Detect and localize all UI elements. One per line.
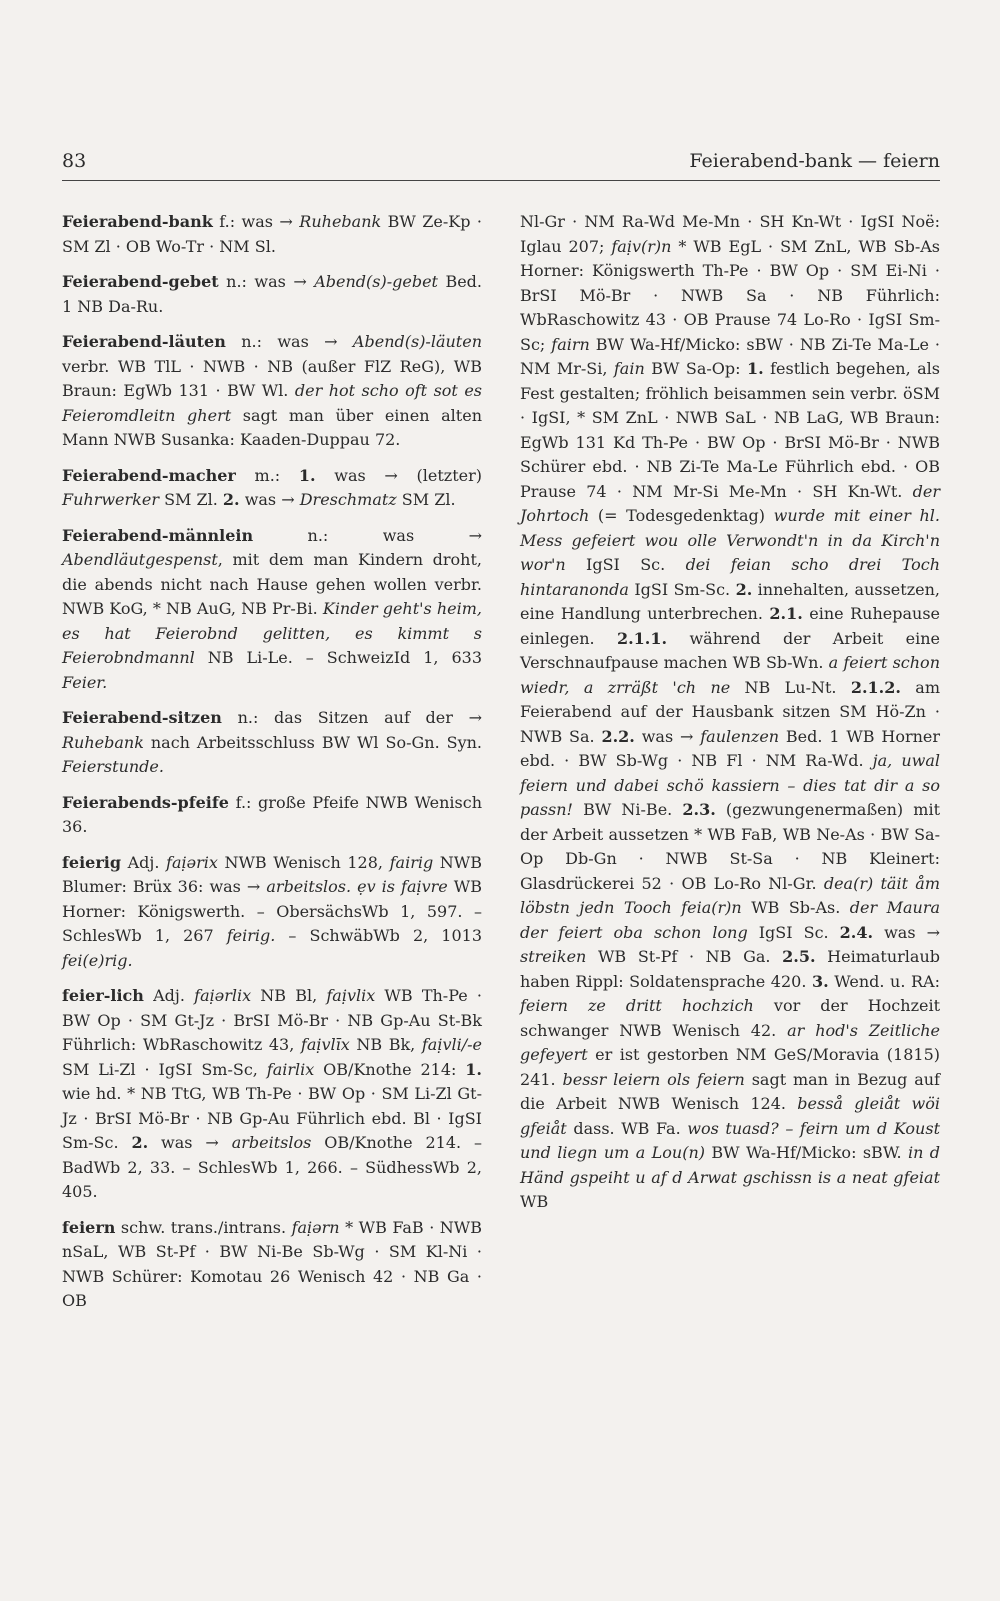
entry-lemma: Feierabend-läuten xyxy=(62,332,226,351)
entry-body: f.: was → Ruhebank BW Ze-Kp · SM Zl · OB Wo-Tr · NM Sl. xyxy=(62,212,482,256)
page-number: 83 xyxy=(62,150,87,172)
entry-body: schw. trans./intrans. faịərn * WB FaB · NWB nSaL, WB St-Pf · BW Ni-Be Sb-Wg · SM Kl-Ni · NWB Schürer: Komotau 26 Wenisch 42 · NB Ga · OB xyxy=(62,1217,482,1310)
entry-lemma: feierig xyxy=(62,852,122,872)
page-header xyxy=(62,150,940,181)
dictionary-entry xyxy=(520,210,940,1215)
entry-lemma: Feierabend-gebet xyxy=(62,272,219,291)
entry-lemma: Feierabend-sitzen xyxy=(62,708,222,727)
entry-body: n.: das Sitzen auf der → Ruhebank nach Arbeitsschluss BW Wl So-Gn. Syn. Feierstunde. xyxy=(62,708,482,776)
entry-body: f.: große Pfeife NWB Wenisch 36. xyxy=(62,792,482,836)
entry-lemma: Feierabend-bank xyxy=(62,212,213,231)
entry-lemma: Feierabend-macher xyxy=(62,465,236,485)
dictionary-entry xyxy=(62,330,482,453)
dictionary-entry xyxy=(62,706,482,780)
entry-body: Nl-Gr · NM Ra-Wd Me-Mn · SH Kn-Wt · IgSI Noë: Iglau 207; faịv(r)n * WB EgL · SM ZnL, WB Sb-As Horner: Königswerth Th-Pe · BW Op · SM Ei-Ni · BrSI Mö-Br · NWB Sa · NB Führlich: WbRaschowitz 43 · OB Prause 74 Lo-Ro · IgSI Sm-Sc; fairn BW Wa-Hf/Micko: sBW · NB Zi-Te Ma-Le · NM Mr-Si, fain BW Sa-Op: 1. festlich begehen, als Fest gestalten; fröhlich beisammen sein verbr. öSM · IgSI, * SM ZnL · NWB SaL · NB LaG, WB Braun: EgWb 131 Kd Th-Pe · BW Op · BrSI Mö-Br · NWB Schürer ebd. · NB Zi-Te Ma-Le Führlich ebd. · OB Prause 74 · NM Mr-Si Me-Mn · SH Kn-Wt. der Johrtoch (= Todesgedenktag) wurde mit einer hl. Mess gefeiert wou olle Verwondt'n in da Kirch'n wor'n IgSI Sc. dei feian scho drei Toch hintaranonda IgSI Sm-Sc. 2. innehalten, aussetzen, eine Handlung unterbrechen. 2.1. eine Ruhepause einlegen. 2.1.1. während der Arbeit eine Verschnaufpause machen WB Sb-Wn. a feiert schon wiedr, a zrräßt 'ch ne NB Lu-Nt. 2.1.2. am Feierabend auf der Hausbank sitzen SM Hö-Zn · NWB Sa. 2.2. was → faulenzen Bed. 1 WB Horner ebd. · BW Sb-Wg · NB Fl · NM Ra-Wd. ja, uwal feiern und dabei schö kassiern – dies tat dir a so passn! BW Ni-Be. 2.3. (gezwungenermaßen) mit der Arbeit aussetzen * WB FaB, WB Ne-As · BW Sa-Op Db-Gn · NWB St-Sa · NB Kleinert: Glasdrückerei 52 · OB Lo-Ro Nl-Gr. dea(r) täit åm löbstn jedn Tooch feia(r)n WB Sb-As. der Maura der feiert oba schon long IgSI Sc. 2.4. was → streiken WB St-Pf · NB Ga. 2.5. Heimaturlaub haben Rippl: Soldatensprache 420. 3. Wend. u. RA: feiern ze dritt hochzich vor der Hochzeit schwanger NWB Wenisch 42. ar hod's Zeitliche gefeyert er ist gestorben NM GeS/Moravia (1815) 241. bessr leiern ols feiern sagt man in Bezug auf die Arbeit NWB Wenisch 124. besså gleiåt wöi gfeiåt dass. WB Fa. wos tuasd? – feirn um d Koust und liegn um a Lou(n) BW Wa-Hf/Micko: sBW. in d Händ gspeiht u af d Arwat gschissn is a neat gfeiat WB xyxy=(520,212,941,1211)
dictionary-entry xyxy=(62,210,482,259)
entry-body: Adj. faịərlix NB Bl, faịvlix WB Th-Pe · BW Op · SM Gt-Jz · BrSI Mö-Br · NB Gp-Au St-Bk Führlich: WbRaschowitz 43, faịvlīx NB Bk, faịvli/-e SM Li-Zl · IgSI Sm-Sc, fairlix OB/Knothe 214: 1. wie hd. * NB TtG, WB Th-Pe · BW Op · SM Li-Zl Gt-Jz · BrSI Mö-Br · NB Gp-Au Führlich ebd. Bl · IgSI Sm-Sc. 2. was → arbeitslos OB/Knothe 214. – BadWb 2, 33. – SchlesWb 1, 266. – SüdhessWb 2, 405. xyxy=(62,986,483,1201)
entry-body: Adj. faịərix NWB Wenisch 128, fairig NWB Blumer: Brüx 36: was → arbeitslos. ẹv is faịvre WB Horner: Königswerth. – ObersächsWb 1, 597. – SchlesWb 1, 267 feirig. – SchwäbWb 2, 1013 fei(e)rig. xyxy=(62,852,483,970)
dictionary-entry xyxy=(62,851,482,974)
left-column xyxy=(62,210,482,1325)
entry-lemma: Feierabends-pfeife xyxy=(62,792,229,812)
entry-body: n.: was → Abend(s)-läuten verbr. WB TlL · NWB · NB (außer FlZ ReG), WB Braun: EgWb 131 · BW Wl. der hot scho oft sot es Feieromdleitn ghert sagt man über einen alten Mann NWB Susanka: Kaaden-Duppau 72. xyxy=(62,332,483,449)
entry-lemma: feier-lich xyxy=(62,986,144,1005)
dictionary-entry xyxy=(62,464,482,513)
running-title: Feierabend-bank — feiern xyxy=(689,150,940,172)
entry-body: n.: was → Abendläutgespenst, mit dem man Kindern droht, die abends nicht nach Hause gehen wollen verbr. NWB KoG, * NB AuG, NB Pr-Bi. Kinder geht's heim, es hat Feierobnd gelitten, es kimmt s Feierobndmannl NB Li-Le. – SchweizId 1, 633 Feier. xyxy=(62,525,483,692)
entry-body: m.: 1. was → (letzter) Fuhrwerker SM Zl. 2. was → Dreschmatz SM Zl. xyxy=(62,465,482,509)
dictionary-entry xyxy=(62,270,482,319)
entry-lemma: Feierabend-männlein xyxy=(62,525,254,545)
dictionary-entry xyxy=(62,984,482,1205)
entry-body: n.: was → Abend(s)-gebet Bed. 1 NB Da-Ru. xyxy=(62,272,482,316)
dictionary-entry xyxy=(62,1216,482,1314)
dictionary-entry xyxy=(62,524,482,696)
right-column xyxy=(520,210,940,1226)
dictionary-entry xyxy=(62,791,482,840)
entry-lemma: feiern xyxy=(62,1217,116,1237)
